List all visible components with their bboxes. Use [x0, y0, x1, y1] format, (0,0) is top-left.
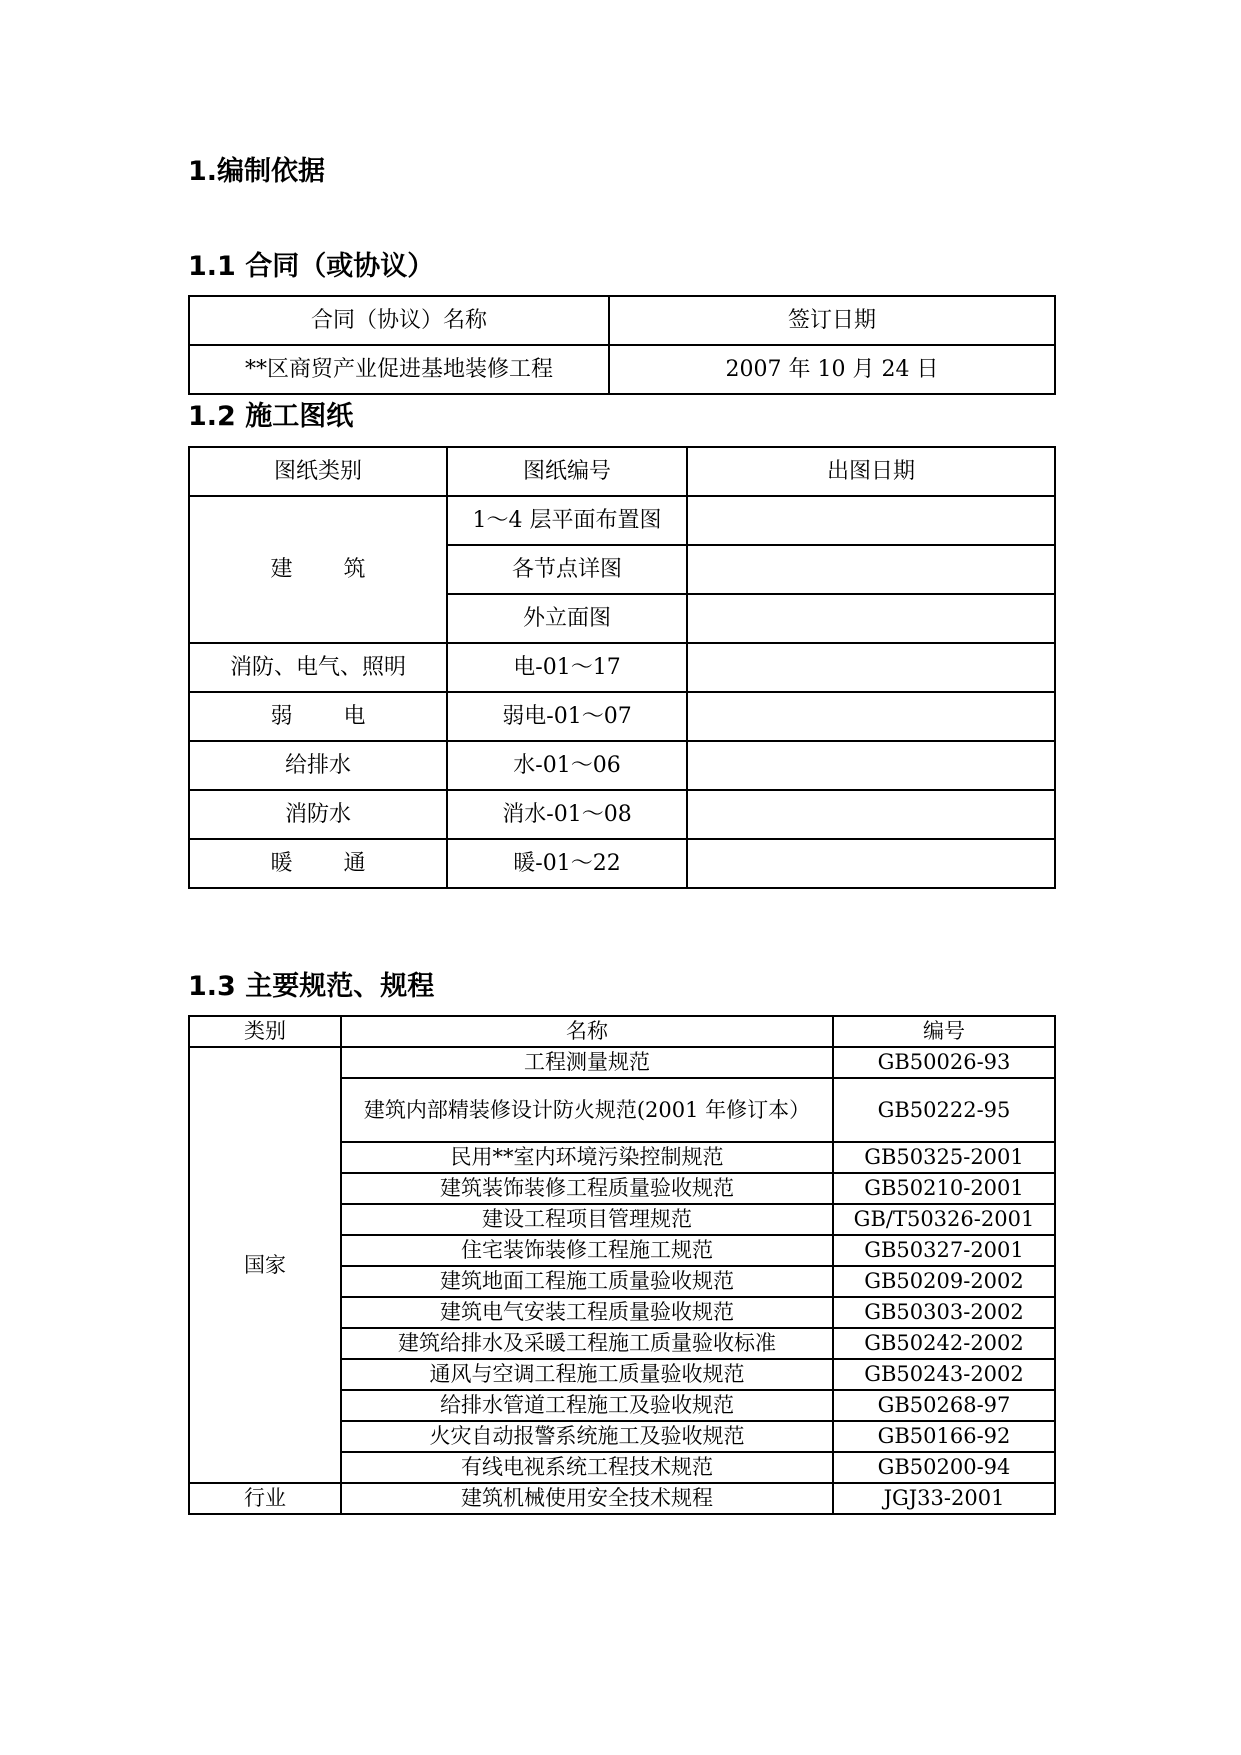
standard-code: GB50303-2002	[833, 1297, 1055, 1328]
standards-table	[188, 1015, 1056, 1515]
header-drawing-category: 图纸类别	[189, 447, 447, 496]
standard-name: 建设工程项目管理规范	[341, 1204, 833, 1235]
standard-code: GB50209-2002	[833, 1266, 1055, 1297]
drawing-category: 消防水	[189, 790, 447, 839]
standard-code: GB50200-94	[833, 1452, 1055, 1483]
contract-name: **区商贸产业促进基地装修工程	[189, 345, 609, 394]
drawing-number: 水-01～06	[447, 741, 687, 790]
issue-date	[687, 692, 1055, 741]
standard-code: GB50243-2002	[833, 1359, 1055, 1390]
header-name: 名称	[341, 1016, 833, 1047]
issue-date	[687, 643, 1055, 692]
issue-date	[687, 741, 1055, 790]
issue-date	[687, 594, 1055, 643]
standard-name: 建筑机械使用安全技术规程	[341, 1483, 833, 1514]
heading-drawings: 1.2 施工图纸	[188, 401, 354, 432]
drawing-number: 外立面图	[447, 594, 687, 643]
standard-name: 建筑装饰装修工程质量验收规范	[341, 1173, 833, 1204]
standard-name: 建筑内部精装修设计防火规范(2001 年修订本）	[341, 1078, 833, 1142]
drawings-table	[188, 446, 1056, 889]
drawing-number: 1～4 层平面布置图	[447, 496, 687, 545]
table-row	[189, 692, 1055, 741]
issue-date	[687, 545, 1055, 594]
table-row	[189, 1047, 1055, 1078]
table-row	[189, 496, 1055, 545]
standard-name: 住宅装饰装修工程施工规范	[341, 1235, 833, 1266]
standard-name: 建筑给排水及采暖工程施工质量验收标准	[341, 1328, 833, 1359]
header-drawing-number: 图纸编号	[447, 447, 687, 496]
drawing-number: 各节点详图	[447, 545, 687, 594]
drawing-number: 暖-01～22	[447, 839, 687, 888]
table-row	[189, 741, 1055, 790]
drawing-category: 建 筑	[189, 496, 447, 643]
table-row	[189, 1483, 1055, 1514]
heading-contract: 1.1 合同（或协议）	[188, 251, 435, 282]
standard-code: GB50327-2001	[833, 1235, 1055, 1266]
drawing-category: 给排水	[189, 741, 447, 790]
header-contract-name: 合同（协议）名称	[189, 296, 609, 345]
standard-name: 建筑地面工程施工质量验收规范	[341, 1266, 833, 1297]
table-header-row	[189, 447, 1055, 496]
standard-name: 通风与空调工程施工质量验收规范	[341, 1359, 833, 1390]
standard-code: GB50166-92	[833, 1421, 1055, 1452]
table-row	[189, 790, 1055, 839]
table-row	[189, 345, 1055, 394]
drawing-category: 消防、电气、照明	[189, 643, 447, 692]
standard-code: GB50242-2002	[833, 1328, 1055, 1359]
table-row	[189, 839, 1055, 888]
standard-code: GB50210-2001	[833, 1173, 1055, 1204]
standard-name: 有线电视系统工程技术规范	[341, 1452, 833, 1483]
table-header-row	[189, 296, 1055, 345]
table-header-row	[189, 1016, 1055, 1047]
standard-code: GB50268-97	[833, 1390, 1055, 1421]
heading-compilation-basis: 1.编制依据	[188, 156, 326, 187]
signing-date: 2007 年 10 月 24 日	[609, 345, 1055, 394]
contract-table	[188, 295, 1056, 395]
drawing-number: 消水-01～08	[447, 790, 687, 839]
issue-date	[687, 839, 1055, 888]
drawing-category: 暖 通	[189, 839, 447, 888]
standard-code: GB50222-95	[833, 1078, 1055, 1142]
issue-date	[687, 790, 1055, 839]
heading-standards: 1.3 主要规范、规程	[188, 971, 435, 1002]
header-category: 类别	[189, 1016, 341, 1047]
standard-name: 民用**室内环境污染控制规范	[341, 1142, 833, 1173]
standard-name: 火灾自动报警系统施工及验收规范	[341, 1421, 833, 1452]
category-national: 国家	[189, 1047, 341, 1483]
drawing-category: 弱 电	[189, 692, 447, 741]
standard-code: GB50026-93	[833, 1047, 1055, 1078]
standard-name: 建筑电气安装工程质量验收规范	[341, 1297, 833, 1328]
header-signing-date: 签订日期	[609, 296, 1055, 345]
table-row	[189, 643, 1055, 692]
category-industry: 行业	[189, 1483, 341, 1514]
standard-name: 工程测量规范	[341, 1047, 833, 1078]
standard-code: JGJ33-2001	[833, 1483, 1055, 1514]
header-issue-date: 出图日期	[687, 447, 1055, 496]
issue-date	[687, 496, 1055, 545]
standard-code: GB/T50326-2001	[833, 1204, 1055, 1235]
drawing-number: 弱电-01～07	[447, 692, 687, 741]
header-code: 编号	[833, 1016, 1055, 1047]
drawing-number: 电-01～17	[447, 643, 687, 692]
standard-code: GB50325-2001	[833, 1142, 1055, 1173]
standard-name: 给排水管道工程施工及验收规范	[341, 1390, 833, 1421]
